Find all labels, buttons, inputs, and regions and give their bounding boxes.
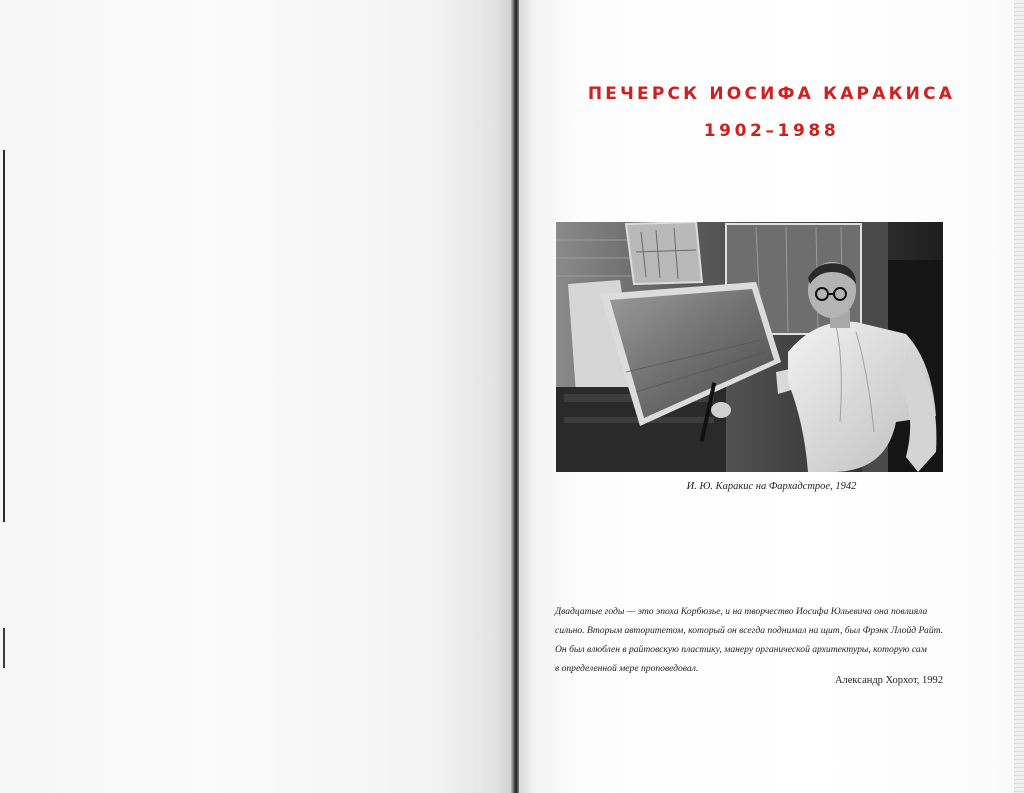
right-page [519,0,1024,793]
left-page-edge-mark [3,628,5,668]
quote-line: сильно. Вторым авторитетом, который он всегда поднимал на щит, был Фрэнк Ллойд Райт. [555,625,944,636]
photo-caption: И. Ю. Каракис на Фархадстрое, 1942 [686,481,857,492]
quote-line: Двадцатые годы — это эпоха Корбюзье, и на творчество Иосифа Юльевича она повлияла [555,606,928,617]
quote-attribution: Александр Хорхот, 1992 [834,675,943,686]
chapter-years: 1902–1988 [703,121,840,141]
epigraph-quote [555,602,943,678]
right-page-edge [1014,0,1024,793]
left-page-edge-line [3,150,5,522]
chapter-title: ПЕЧЕРСК ИОСИФА КАРАКИСА [587,84,956,104]
quote-line: в определенной мере проповедовал. [555,663,699,674]
quote-line: Он был влюблен в райтовскую пластику, манеру органической архитектуры, которую сам [555,644,927,655]
photo-illustration [556,222,943,472]
archival-photo [556,222,943,472]
